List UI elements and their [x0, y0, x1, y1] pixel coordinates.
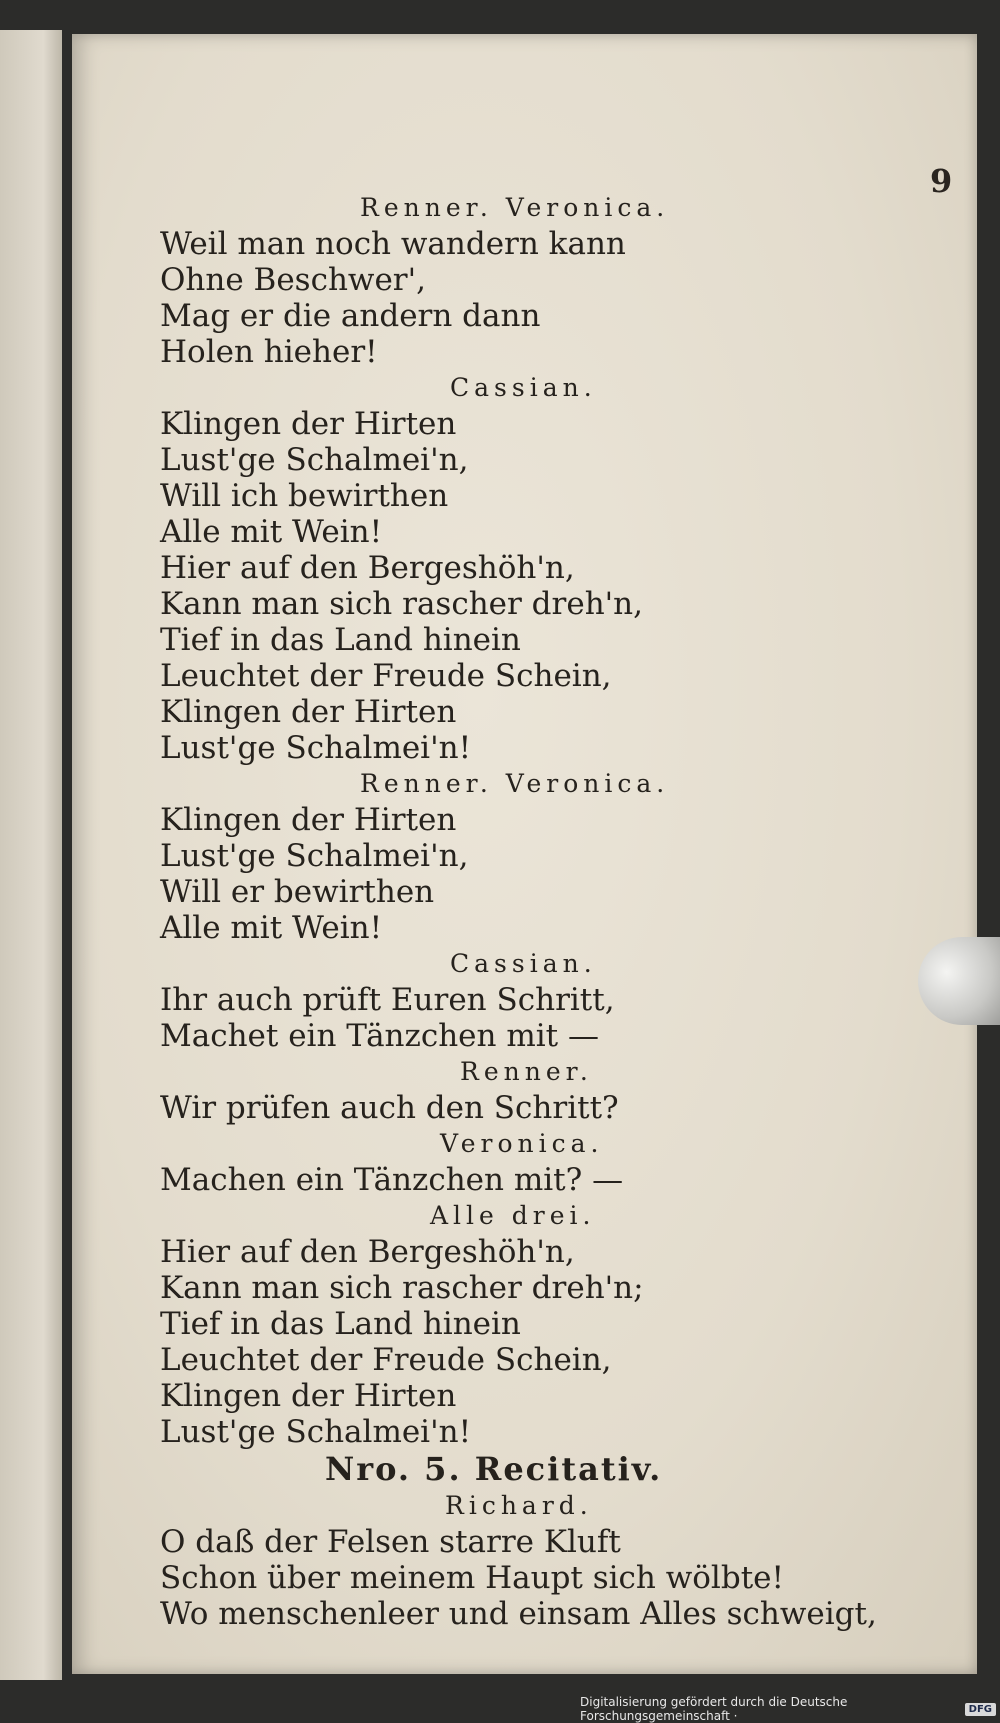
- digitization-footer: [580, 1695, 1000, 1723]
- verse-line: Hier auf den Bergeshöh'n,: [160, 550, 575, 586]
- verse-line: Will er bewirthen: [160, 874, 435, 910]
- verse-line: Lust'ge Schalmei'n!: [160, 730, 472, 766]
- verse-line: Kann man sich rascher dreh'n;: [160, 1270, 644, 1306]
- speaker-name: Veronica.: [440, 1129, 604, 1158]
- speaker-name: Renner.: [460, 1057, 593, 1086]
- verse-line: Tief in das Land hinein: [160, 622, 521, 658]
- libretto-text: [160, 190, 877, 1632]
- verse-line: Alle mit Wein!: [160, 514, 383, 550]
- verse-line: Weil man noch wandern kann: [160, 226, 626, 262]
- verse-line: Lust'ge Schalmei'n!: [160, 1414, 472, 1450]
- speaker-name: Cassian.: [450, 949, 597, 978]
- verse-line: Lust'ge Schalmei'n,: [160, 442, 469, 478]
- speaker-name: Alle drei.: [430, 1201, 596, 1230]
- verse-line: Ihr auch prüft Euren Schritt,: [160, 982, 615, 1018]
- verse-line: Machen ein Tänzchen mit? —: [160, 1162, 624, 1198]
- verse-line: Tief in das Land hinein: [160, 1306, 521, 1342]
- verse-line: Hier auf den Bergeshöh'n,: [160, 1234, 575, 1270]
- verse-line: Ohne Beschwer',: [160, 262, 426, 298]
- verse-line: Holen hieher!: [160, 334, 378, 370]
- verse-line: Wir prüfen auch den Schritt?: [160, 1090, 619, 1126]
- speaker-name: Richard.: [445, 1491, 593, 1520]
- verse-line: Kann man sich rascher dreh'n,: [160, 586, 643, 622]
- verse-line: Will ich bewirthen: [160, 478, 449, 514]
- verse-line: Klingen der Hirten: [160, 1378, 457, 1414]
- footer-credit: Digitalisierung gefördert durch die Deutsche Forschungsgemeinschaft ·: [580, 1695, 848, 1723]
- verse-line: Leuchtet der Freude Schein,: [160, 1342, 612, 1378]
- dfg-logo-icon: DFG: [965, 1703, 996, 1716]
- verse-line: Machet ein Tänzchen mit —: [160, 1018, 599, 1054]
- speaker-name: Renner. Veronica.: [360, 769, 670, 798]
- verse-line: Klingen der Hirten: [160, 694, 457, 730]
- section-heading: Nro. 5. Recitativ.: [325, 1450, 663, 1488]
- verse-line: Alle mit Wein!: [160, 910, 383, 946]
- verse-line: Klingen der Hirten: [160, 406, 457, 442]
- verse-line: Mag er die andern dann: [160, 298, 541, 334]
- verse-line: Klingen der Hirten: [160, 802, 457, 838]
- page-number: 9: [930, 162, 953, 200]
- verse-line: Lust'ge Schalmei'n,: [160, 838, 469, 874]
- verse-line: Leuchtet der Freude Schein,: [160, 658, 612, 694]
- speaker-name: Cassian.: [450, 373, 597, 402]
- verse-line: O daß der Felsen starre Kluft: [160, 1524, 621, 1560]
- verse-line: Schon über meinem Haupt sich wölbte!: [160, 1560, 784, 1596]
- speaker-name: Renner. Veronica.: [360, 193, 670, 222]
- verse-line: Wo menschenleer und einsam Alles schweigt,: [160, 1596, 877, 1632]
- page-turn-tab[interactable]: [918, 937, 1000, 1025]
- facing-page-edge: [0, 30, 62, 1680]
